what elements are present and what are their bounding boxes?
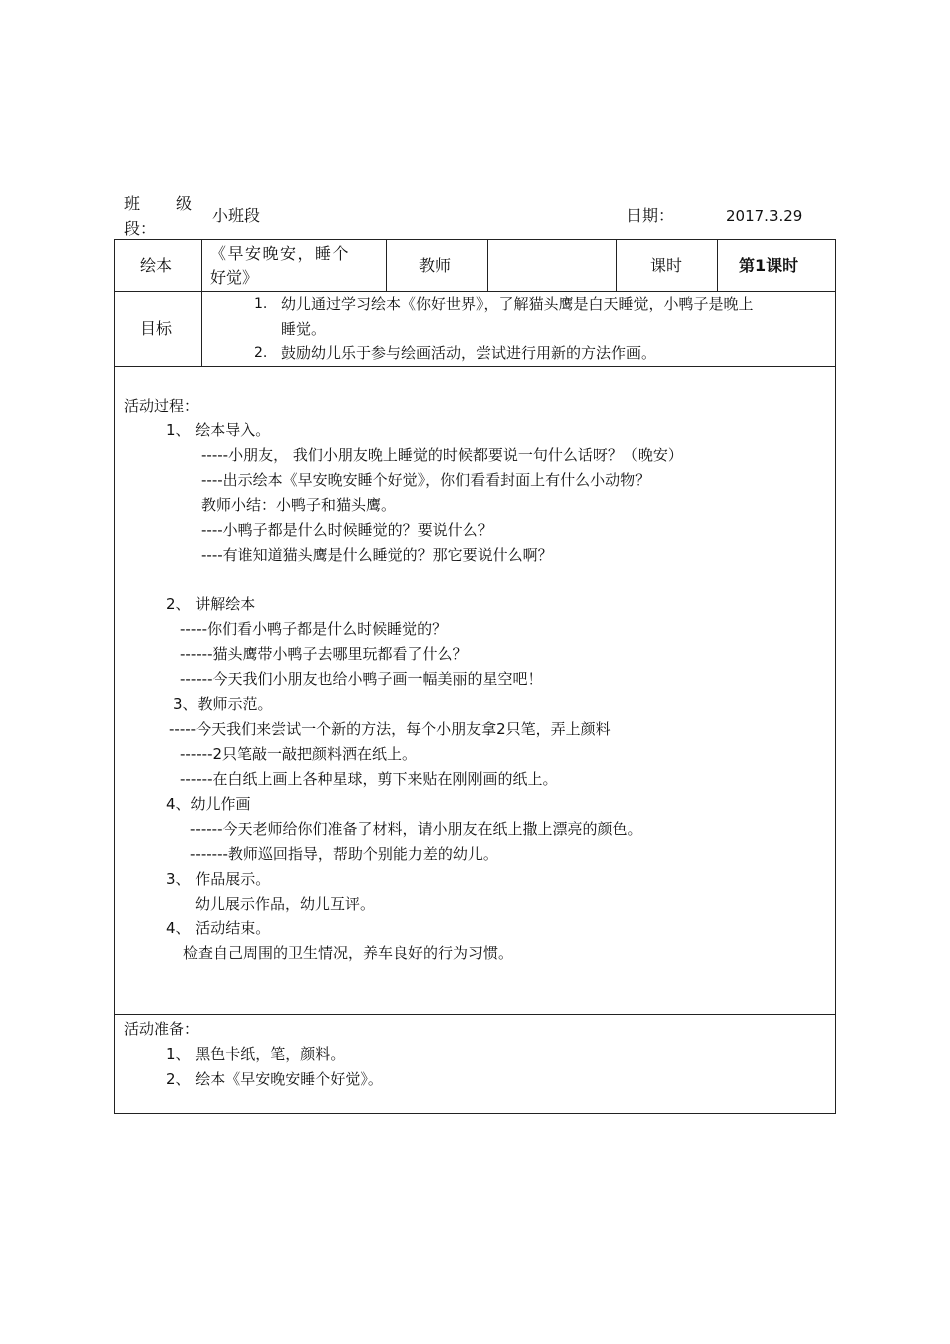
- process-line: ----有谁知道猫头鹰是什么睡觉的？那它要说什么啊？: [201, 546, 553, 564]
- class-label-char-3: 段：: [124, 219, 157, 238]
- process-line: -------教师巡回指导，帮助个别能力差的幼儿。: [190, 845, 498, 863]
- process-line: 4、幼儿作画: [166, 795, 251, 813]
- process-line: 3、 作品展示。: [166, 870, 271, 888]
- book-label: 绘本: [140, 256, 173, 275]
- process-line: -----你们看小鸭子都是什么时候睡觉的？: [180, 620, 448, 638]
- period-label: 课时: [650, 256, 683, 275]
- goal-2-number: 2.: [254, 345, 268, 361]
- process-line: 教师小结：小鸭子和猫头鹰。: [201, 496, 397, 514]
- goal-1-number: 1.: [254, 296, 268, 312]
- period-value: 第1课时: [739, 256, 799, 275]
- prep-line: 2、 绘本《早安晚安睡个好觉》。: [166, 1070, 383, 1088]
- process-line: 4、 活动结束。: [166, 919, 271, 937]
- row-divider-2: [114, 366, 836, 367]
- process-line: ----出示绘本《早安晚安睡个好觉》，你们看看封面上有什么小动物？: [201, 471, 651, 489]
- goal-1-line2: 睡觉。: [281, 320, 327, 338]
- process-line: -----小朋友， 我们小朋友晚上睡觉的时候都要说一句什么话呀？（晚安）: [201, 446, 683, 464]
- process-line: ------今天我们小朋友也给小鸭子画一幅美丽的星空吧！: [180, 670, 543, 688]
- process-line: 检查自己周围的卫生情况，养车良好的行为习惯。: [183, 944, 514, 962]
- class-value: 小班段: [212, 206, 261, 225]
- goals-label: 目标: [140, 319, 173, 338]
- book-title-line1: 《早安晚安，睡个: [210, 244, 351, 263]
- process-line: 1、 绘本导入。: [166, 421, 271, 439]
- goal-1-line1: 幼儿通过学习绘本《你好世界》，了解猫头鹰是白天睡觉，小鸭子是晚上: [281, 295, 754, 313]
- class-label-char-1: 班: [124, 194, 141, 213]
- process-line: ------2只笔敲一敲把颜料洒在纸上。: [180, 745, 418, 763]
- process-title: 活动过程：: [124, 397, 200, 415]
- col-divider-2: [386, 239, 387, 291]
- class-label-char-2: 级: [176, 194, 193, 213]
- col-divider-4: [616, 239, 617, 291]
- prep-line: 1、 黑色卡纸，笔，颜料。: [166, 1045, 346, 1063]
- process-line: ------在白纸上画上各种星球，剪下来贴在刚刚画的纸上。: [180, 770, 558, 788]
- process-line: 3、教师示范。: [173, 695, 273, 713]
- col-divider-5: [717, 239, 718, 291]
- col-divider-3: [487, 239, 488, 291]
- prep-title: 活动准备：: [124, 1020, 200, 1038]
- date-label: 日期：: [626, 206, 675, 225]
- book-title-line2: 好觉》: [210, 268, 259, 287]
- col-divider-1: [201, 239, 202, 366]
- date-value: 2017.3.29: [726, 207, 803, 225]
- goal-2-line1: 鼓励幼儿乐于参与绘画活动，尝试进行用新的方法作画。: [281, 344, 657, 362]
- teacher-label: 教师: [419, 256, 452, 275]
- process-line: 2、 讲解绘本: [166, 595, 256, 613]
- process-line: ----小鸭子都是什么时候睡觉的？要说什么？: [201, 521, 493, 539]
- process-line: ------今天老师给你们准备了材料，请小朋友在纸上撒上漂亮的颜色。: [190, 820, 643, 838]
- row-divider-3: [114, 1014, 836, 1015]
- process-line: -----今天我们来尝试一个新的方法，每个小朋友拿2只笔，弄上颜料: [169, 720, 611, 738]
- process-line: ------猫头鹰带小鸭子去哪里玩都看了什么？: [180, 645, 468, 663]
- process-line: 幼儿展示作品，幼儿互评。: [195, 895, 376, 913]
